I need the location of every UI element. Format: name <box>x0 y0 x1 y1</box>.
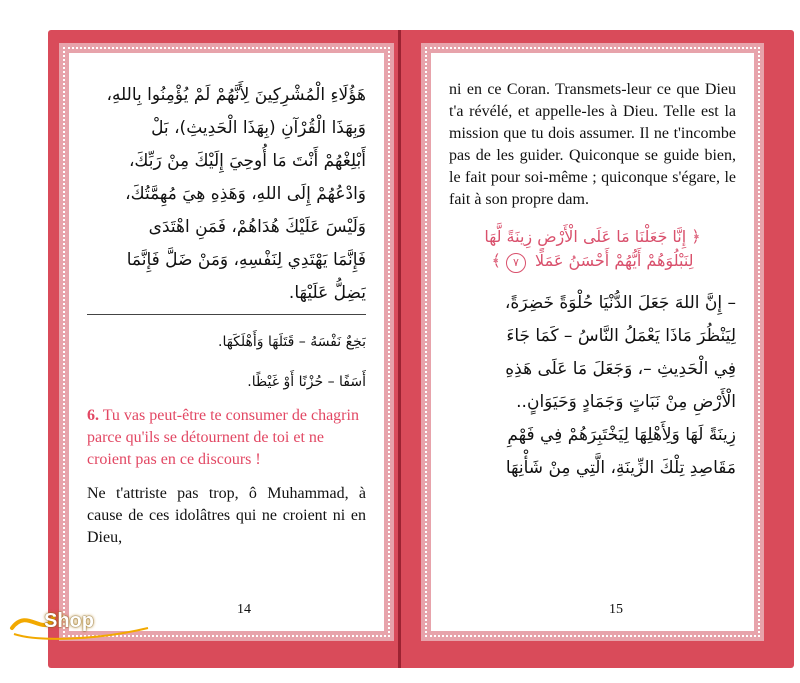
glossary <box>87 329 366 395</box>
divider <box>87 314 366 315</box>
text-line: – إِنَّ اللهَ جَعَلَ الدُّنْيَا حُلْوَةً خَضِرَةً، <box>504 293 736 313</box>
french-commentary: ni en ce Coran. Transmets-leur ce que Dieu t'a révélé, et appelle-les à Dieu. Telle est la mission que tu dois assumer. Il ne t'incombe pas de les guider. Quiconque se guide bien, le fait pour soi-même ; quiconque s'égare, le fait à son propre dam. <box>449 81 736 208</box>
open-book <box>48 30 794 668</box>
text-line: الْأَرْضِ مِنْ نَبَاتٍ وَجَمَادٍ وَحَيَوَانٍ.. <box>516 392 736 412</box>
quran-line-text: لِنَبْلُوَهُمْ أَيُّهُمْ أَحْسَنُ عَمَلًا <box>535 251 694 270</box>
left-page-content <box>87 79 366 591</box>
page-number: 15 <box>586 595 646 621</box>
left-page-frame <box>59 43 394 641</box>
text-line: فَإِنَّمَا يَهْتَدِي لِنَفْسِهِ، وَمَنْ ضَلَّ فَإِنَّمَا <box>126 250 366 270</box>
arabic-commentary <box>87 79 366 310</box>
text-line: وَبِهَذَا الْقُرْآنِ (بِهَذَا الْحَدِيثِ)، بَلْ <box>151 118 366 138</box>
verse-translation <box>87 405 366 471</box>
arabic-commentary <box>449 287 736 485</box>
text-line: مَقَاصِدِ تِلْكَ الزِّينَةِ، الَّتِي مِنْ شَأْنِهَا <box>505 458 736 478</box>
page-number: 14 <box>214 595 274 621</box>
french-commentary: Ne t'attriste pas trop, ô Muhammad, à cause de ces idolâtres qui ne croient ni en Dieu, <box>87 485 366 546</box>
text-line: لِيَنْظُرَ مَاذَا يَعْمَلُ النَّاسُ – كَمَا جَاءَ <box>506 326 736 346</box>
text-line: يَضِلُّ عَلَيْهَا. <box>288 283 366 303</box>
left-page <box>48 30 398 668</box>
text-line: زِينَةً لَهَا وَلِأَهْلِهَا لِيَخْتَبِرَهُمْ فِي فَهْمِ <box>507 425 736 445</box>
verse-number: 6. <box>87 407 99 424</box>
text-line: وَادْعُهُمْ إِلَى اللهِ، وَهَذِهِ هِيَ مُهِمَّتُكَ، <box>125 184 366 204</box>
ayah-number-badge: ٧ <box>506 253 526 273</box>
text-line: وَلَيْسَ عَلَيْكَ هُدَاهُمْ، فَمَنِ اهْتَدَى <box>148 217 366 237</box>
right-page-frame <box>421 43 764 641</box>
text-line: فِي الْحَدِيثِ –، وَجَعَلَ مَا عَلَى هَذِهِ <box>505 359 736 379</box>
right-page-content <box>449 79 736 591</box>
quran-line: ﴿ إِنَّا جَعَلْنَا مَا عَلَى الْأَرْضِ زِينَةً لَّهَا <box>484 227 701 246</box>
right-page <box>401 30 794 668</box>
verse-title-text: Tu vas peut-être te consumer de chagrin parce qu'ils se détournent de toi et ne croient pas en ce discours ! <box>87 407 359 468</box>
text-line: أَبْلِغْهُمْ أَنْتَ مَا أُوحِيَ إِلَيْكَ مِنْ رَبِّكَ، <box>128 151 366 171</box>
quran-line: لِنَبْلُوَهُمْ أَيُّهُمْ أَحْسَنُ عَمَلًا ٧ ﴾ <box>449 249 736 273</box>
text-line: هَؤُلَاءِ الْمُشْرِكِينَ لِأَنَّهُمْ لَمْ يُؤْمِنُوا بِاللهِ، <box>106 85 366 105</box>
logo-text: Shop <box>44 610 94 632</box>
quran-verse <box>449 225 736 273</box>
text-line: أَسَفًا – حُزْنًا أَوْ غَيْظًا. <box>247 374 366 390</box>
text-line: بَخِعٌ نَفْسَهُ – قَتَلَهَا وَأَهْلَكَهَا. <box>218 334 366 350</box>
